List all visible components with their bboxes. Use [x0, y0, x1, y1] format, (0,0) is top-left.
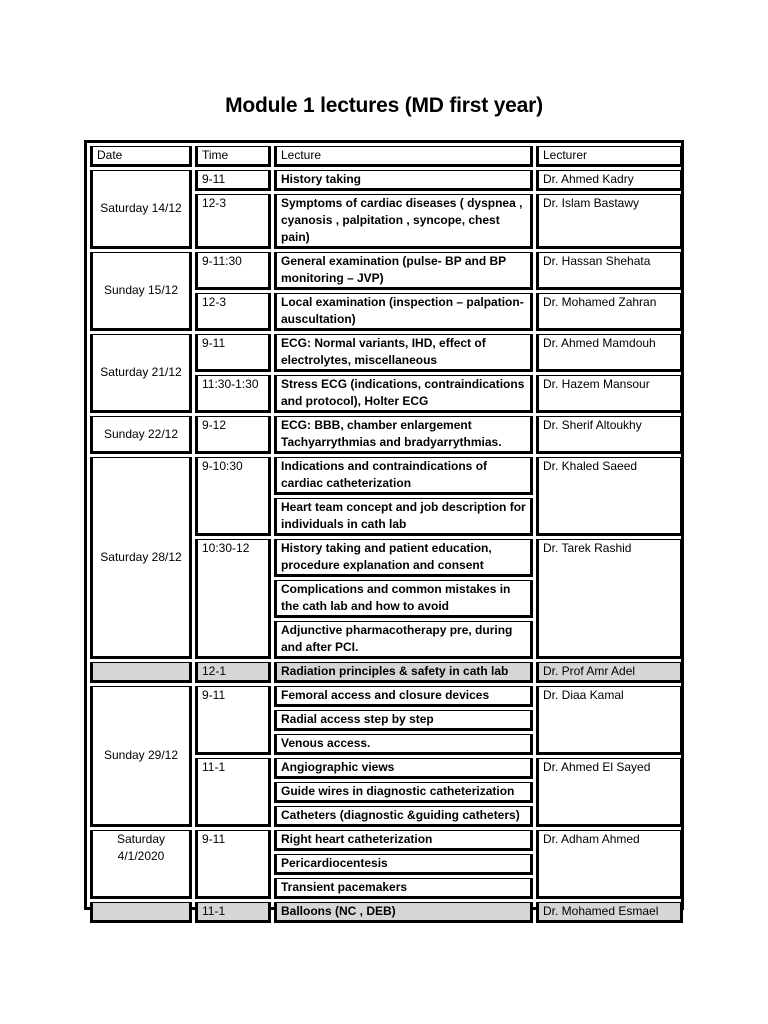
- lecture-cell: Right heart catheterization: [274, 830, 533, 851]
- lecture-schedule-table: [84, 140, 684, 918]
- table-row: [90, 252, 683, 290]
- lecture-cell: Complications and common mistakes in the cath lab and how to avoid: [274, 580, 533, 618]
- date-cell: Sunday 15/12: [90, 252, 192, 331]
- lecturer-cell: Dr. Tarek Rashid: [536, 539, 683, 659]
- date-cell-empty: [90, 902, 192, 923]
- time-cell: 9-10:30: [195, 457, 271, 536]
- date-cell: Sunday 29/12: [90, 686, 192, 827]
- lecture-cell: ECG: BBB, chamber enlargement Tachyarrythmias and bradyarrythmias.: [274, 416, 533, 454]
- lecturer-cell: Dr. Sherif Altoukhy: [536, 416, 683, 454]
- header-lecturer: Lecturer: [536, 146, 683, 167]
- time-cell: 10:30-12: [195, 539, 271, 659]
- lecture-cell: Adjunctive pharmacotherapy pre, during and after PCI.: [274, 621, 533, 659]
- table-row-shaded: [90, 902, 683, 923]
- lecture-cell: Guide wires in diagnostic catheterization: [274, 782, 533, 803]
- lecturer-cell: Dr. Ahmed Kadry: [536, 170, 683, 191]
- lecture-cell: Radiation principles & safety in cath lab: [274, 662, 533, 683]
- time-cell: 11-1: [195, 902, 271, 923]
- page-title: Module 1 lectures (MD first year): [225, 94, 543, 117]
- lecture-cell: Transient pacemakers: [274, 878, 533, 899]
- lecture-cell: Venous access.: [274, 734, 533, 755]
- table-row: [90, 170, 683, 191]
- time-cell: 12-3: [195, 194, 271, 249]
- lecture-cell: Indications and contraindications of cardiac catheterization: [274, 457, 533, 495]
- date-cell: Saturday 21/12: [90, 334, 192, 413]
- lecture-cell: History taking: [274, 170, 533, 191]
- lecture-cell: Stress ECG (indications, contraindications and protocol), Holter ECG: [274, 375, 533, 413]
- time-cell: 9-11: [195, 170, 271, 191]
- lecturer-cell: Dr. Hassan Shehata: [536, 252, 683, 290]
- time-cell: 12-1: [195, 662, 271, 683]
- lecturer-cell: Dr. Hazem Mansour: [536, 375, 683, 413]
- date-cell: Sunday 22/12: [90, 416, 192, 454]
- lecturer-cell: Dr. Khaled Saeed: [536, 457, 683, 536]
- lecturer-cell: Dr. Ahmed Mamdouh: [536, 334, 683, 372]
- time-cell: 9-12: [195, 416, 271, 454]
- lecturer-cell: Dr. Ahmed El Sayed: [536, 758, 683, 827]
- table-row: [90, 457, 683, 495]
- lecturer-cell: Dr. Adham Ahmed: [536, 830, 683, 899]
- time-cell: 9-11: [195, 334, 271, 372]
- table-header-row: [90, 146, 683, 167]
- table-row: [90, 334, 683, 372]
- lecture-cell: Symptoms of cardiac diseases ( dyspnea , cyanosis , palpitation , syncope, chest pain): [274, 194, 533, 249]
- time-cell: 9-11:30: [195, 252, 271, 290]
- time-cell: 9-11: [195, 686, 271, 755]
- lecture-cell: Radial access step by step: [274, 710, 533, 731]
- time-cell: 12-3: [195, 293, 271, 331]
- table-row-shaded: [90, 662, 683, 683]
- lecturer-cell: Dr. Diaa Kamal: [536, 686, 683, 755]
- lecturer-cell: Dr. Islam Bastawy: [536, 194, 683, 249]
- time-cell: 11:30-1:30: [195, 375, 271, 413]
- lecture-cell: Catheters (diagnostic &guiding catheters): [274, 806, 533, 827]
- date-cell: Saturday 4/1/2020: [90, 830, 192, 899]
- header-lecture: Lecture: [274, 146, 533, 167]
- table-row: [90, 830, 683, 851]
- lecture-cell: Angiographic views: [274, 758, 533, 779]
- time-cell: 11-1: [195, 758, 271, 827]
- date-cell-empty: [90, 662, 192, 683]
- lecture-cell: ECG: Normal variants, IHD, effect of electrolytes, miscellaneous: [274, 334, 533, 372]
- table-row: [90, 416, 683, 454]
- date-cell: Saturday 14/12: [90, 170, 192, 249]
- lecturer-cell: Dr. Prof Amr Adel: [536, 662, 683, 683]
- lecture-cell: History taking and patient education, procedure explanation and consent: [274, 539, 533, 577]
- lecture-cell: Femoral access and closure devices: [274, 686, 533, 707]
- lecturer-cell: Dr. Mohamed Esmael: [536, 902, 683, 923]
- header-time: Time: [195, 146, 271, 167]
- lecture-cell: Pericardiocentesis: [274, 854, 533, 875]
- lecturer-cell: Dr. Mohamed Zahran: [536, 293, 683, 331]
- date-cell: Saturday 28/12: [90, 457, 192, 659]
- lecture-cell: General examination (pulse- BP and BP monitoring – JVP): [274, 252, 533, 290]
- table-row: [90, 686, 683, 707]
- lecture-cell: Balloons (NC , DEB): [274, 902, 533, 923]
- time-cell: 9-11: [195, 830, 271, 899]
- header-date: Date: [90, 146, 192, 167]
- lecture-cell: Heart team concept and job description for individuals in cath lab: [274, 498, 533, 536]
- lecture-cell: Local examination (inspection – palpation- auscultation): [274, 293, 533, 331]
